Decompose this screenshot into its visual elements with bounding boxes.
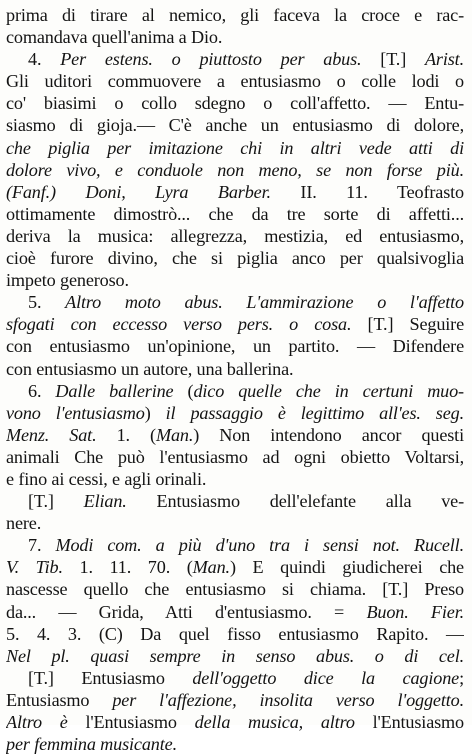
text-line (6, 181, 464, 203)
italic-run: (Fanf.) Doni, Lyra Barber. (6, 181, 271, 202)
italic-run: vono l'entusiasmo (6, 402, 145, 423)
italic-run: Elian. (83, 491, 127, 512)
text-run: Gli uditori commuovere a entusiasmo o colle lodi o (6, 71, 464, 92)
text-run: 1. ( (96, 424, 156, 445)
text-run: [T.] Entusiasmo (28, 667, 193, 688)
italic-run: sfogati con eccesso verso pers. o cosa. (6, 314, 352, 335)
text-run: [T.] Seguire (351, 314, 464, 335)
text-line (6, 203, 464, 225)
text-line (6, 335, 464, 357)
text-line (6, 48, 464, 70)
italic-run: per l'affezione, insolita verso l'oggetto. (112, 689, 464, 710)
italic-run: dolore vivo, e conduole non meno, se non forse più. (6, 159, 464, 180)
text-run: II. 11. Teofrasto (270, 181, 464, 202)
text-run: 5. 4. 3. (C) Da quel fisso entusiasmo Rapito. — (6, 623, 464, 644)
text-run: e fino ai cessi, e agli orinali. (6, 468, 207, 489)
text-line (6, 70, 464, 92)
text-line (6, 645, 464, 667)
italic-run: della musica, altro (194, 712, 355, 732)
italic-run: Altro moto abus. L'ammirazione o l'affetto (65, 292, 464, 313)
text-run: impeto generoso. (6, 270, 129, 291)
italic-run: Altro è (6, 712, 68, 732)
text-run: nascesse quello che entusiasmo si chiama. [T.] Preso (6, 579, 464, 600)
text-run: 4. (28, 49, 61, 70)
italic-run: Dalle ballerine (55, 380, 174, 401)
text-run: Entusiasmo dell'elefante alla ve- (126, 491, 464, 512)
text-run: 7. (28, 535, 56, 556)
text-line (6, 402, 464, 424)
text-run: ) E quindi giudicherei che (229, 557, 464, 578)
text-line (6, 380, 464, 402)
text-line (6, 446, 464, 468)
italic-run: Menz. Sat. (6, 424, 97, 445)
text-line (6, 689, 464, 711)
text-line (6, 556, 464, 578)
text-line (6, 159, 464, 181)
text-line (6, 269, 464, 291)
italic-run: Modi com. a più d'uno tra i sensi not. Rucell. (55, 535, 464, 556)
italic-run: Nel pl. quasi sempre in senso abus. o di cel. (6, 645, 464, 666)
text-line (6, 623, 464, 645)
text-line (6, 358, 464, 380)
text-run: nere. (6, 513, 42, 534)
text-line (6, 490, 464, 512)
text-line (6, 4, 464, 26)
italic-run: V. Tib. (6, 557, 63, 578)
text-run: animali Che può l'entusiasmo ad ogni obietto Voltarsi, (6, 446, 464, 467)
text-run: ( (173, 380, 194, 401)
text-line (6, 313, 464, 335)
italic-run: che piglia per imitazione chi in altri vede atti di (6, 137, 464, 158)
text-run: 5. (28, 292, 66, 313)
text-line (6, 711, 464, 733)
text-run: 1. 11. 70. ( (62, 557, 193, 578)
text-line (6, 512, 464, 534)
text-line (6, 137, 464, 159)
text-run: co' biasimi o collo sdegno o coll'affetto. — Entu- (6, 93, 464, 114)
text-run: ) Non intendono ancor questi (193, 424, 464, 445)
italic-run: Man. (192, 557, 230, 578)
text-run: [T.] (28, 491, 84, 512)
text-line (6, 92, 464, 114)
italic-run: Buon. Fier. (366, 601, 464, 622)
text-line (6, 667, 464, 689)
text-run: cioè furore divino, che si piglia anco per qualsivoglia (6, 248, 464, 269)
italic-run: il passaggio è legittimo all'es. seg. (165, 402, 464, 423)
text-run: l'Entusiasmo (354, 712, 464, 732)
text-run: ottimamente dimostrò... che da tre sorte di affetti... (6, 203, 464, 224)
text-line (6, 26, 464, 48)
italic-run: dico quelle che in certuni muo- (193, 380, 464, 401)
text-line (6, 578, 464, 600)
italic-run: Per estens. o piuttosto per abus. (60, 49, 362, 70)
text-line (6, 468, 464, 490)
text-line (6, 424, 464, 446)
text-line (6, 733, 464, 755)
text-run: ; (459, 667, 464, 688)
italic-run: Arist. (424, 49, 464, 70)
italic-run: per femmina musicante. (6, 734, 177, 755)
text-run: comandava quell'anima a Dio. (6, 27, 223, 48)
italic-run: Man. (155, 424, 194, 445)
text-run: Entusiasmo (6, 689, 113, 710)
text-run: ) (144, 402, 166, 423)
text-line (6, 114, 464, 136)
italic-run: dell'oggetto dice la cagione (192, 667, 460, 688)
text-run: 6. (28, 380, 56, 401)
text-run: con entusiasmo un'opinione, un partito. — Difendere (6, 336, 464, 357)
text-run: [T.] (361, 49, 425, 70)
text-line (6, 247, 464, 269)
text-run: l'Entusiasmo (67, 712, 195, 732)
text-run: prima di tirare al nemico, gli faceva la croce e rac- (6, 5, 464, 25)
text-run: siasmo di gioja.— C'è anche un entusiasmo di dolore, (6, 115, 464, 136)
text-line (6, 534, 464, 556)
text-run: da... — Grida, Atti d'entusiasmo. = (6, 601, 367, 622)
text-line (6, 225, 464, 247)
text-line (6, 291, 464, 313)
text-run: deriva la musica: allegrezza, mestizia, ed entusiasmo, (6, 225, 464, 246)
text-line (6, 601, 464, 623)
text-run: con entusiasmo un autore, una ballerina. (6, 358, 294, 379)
